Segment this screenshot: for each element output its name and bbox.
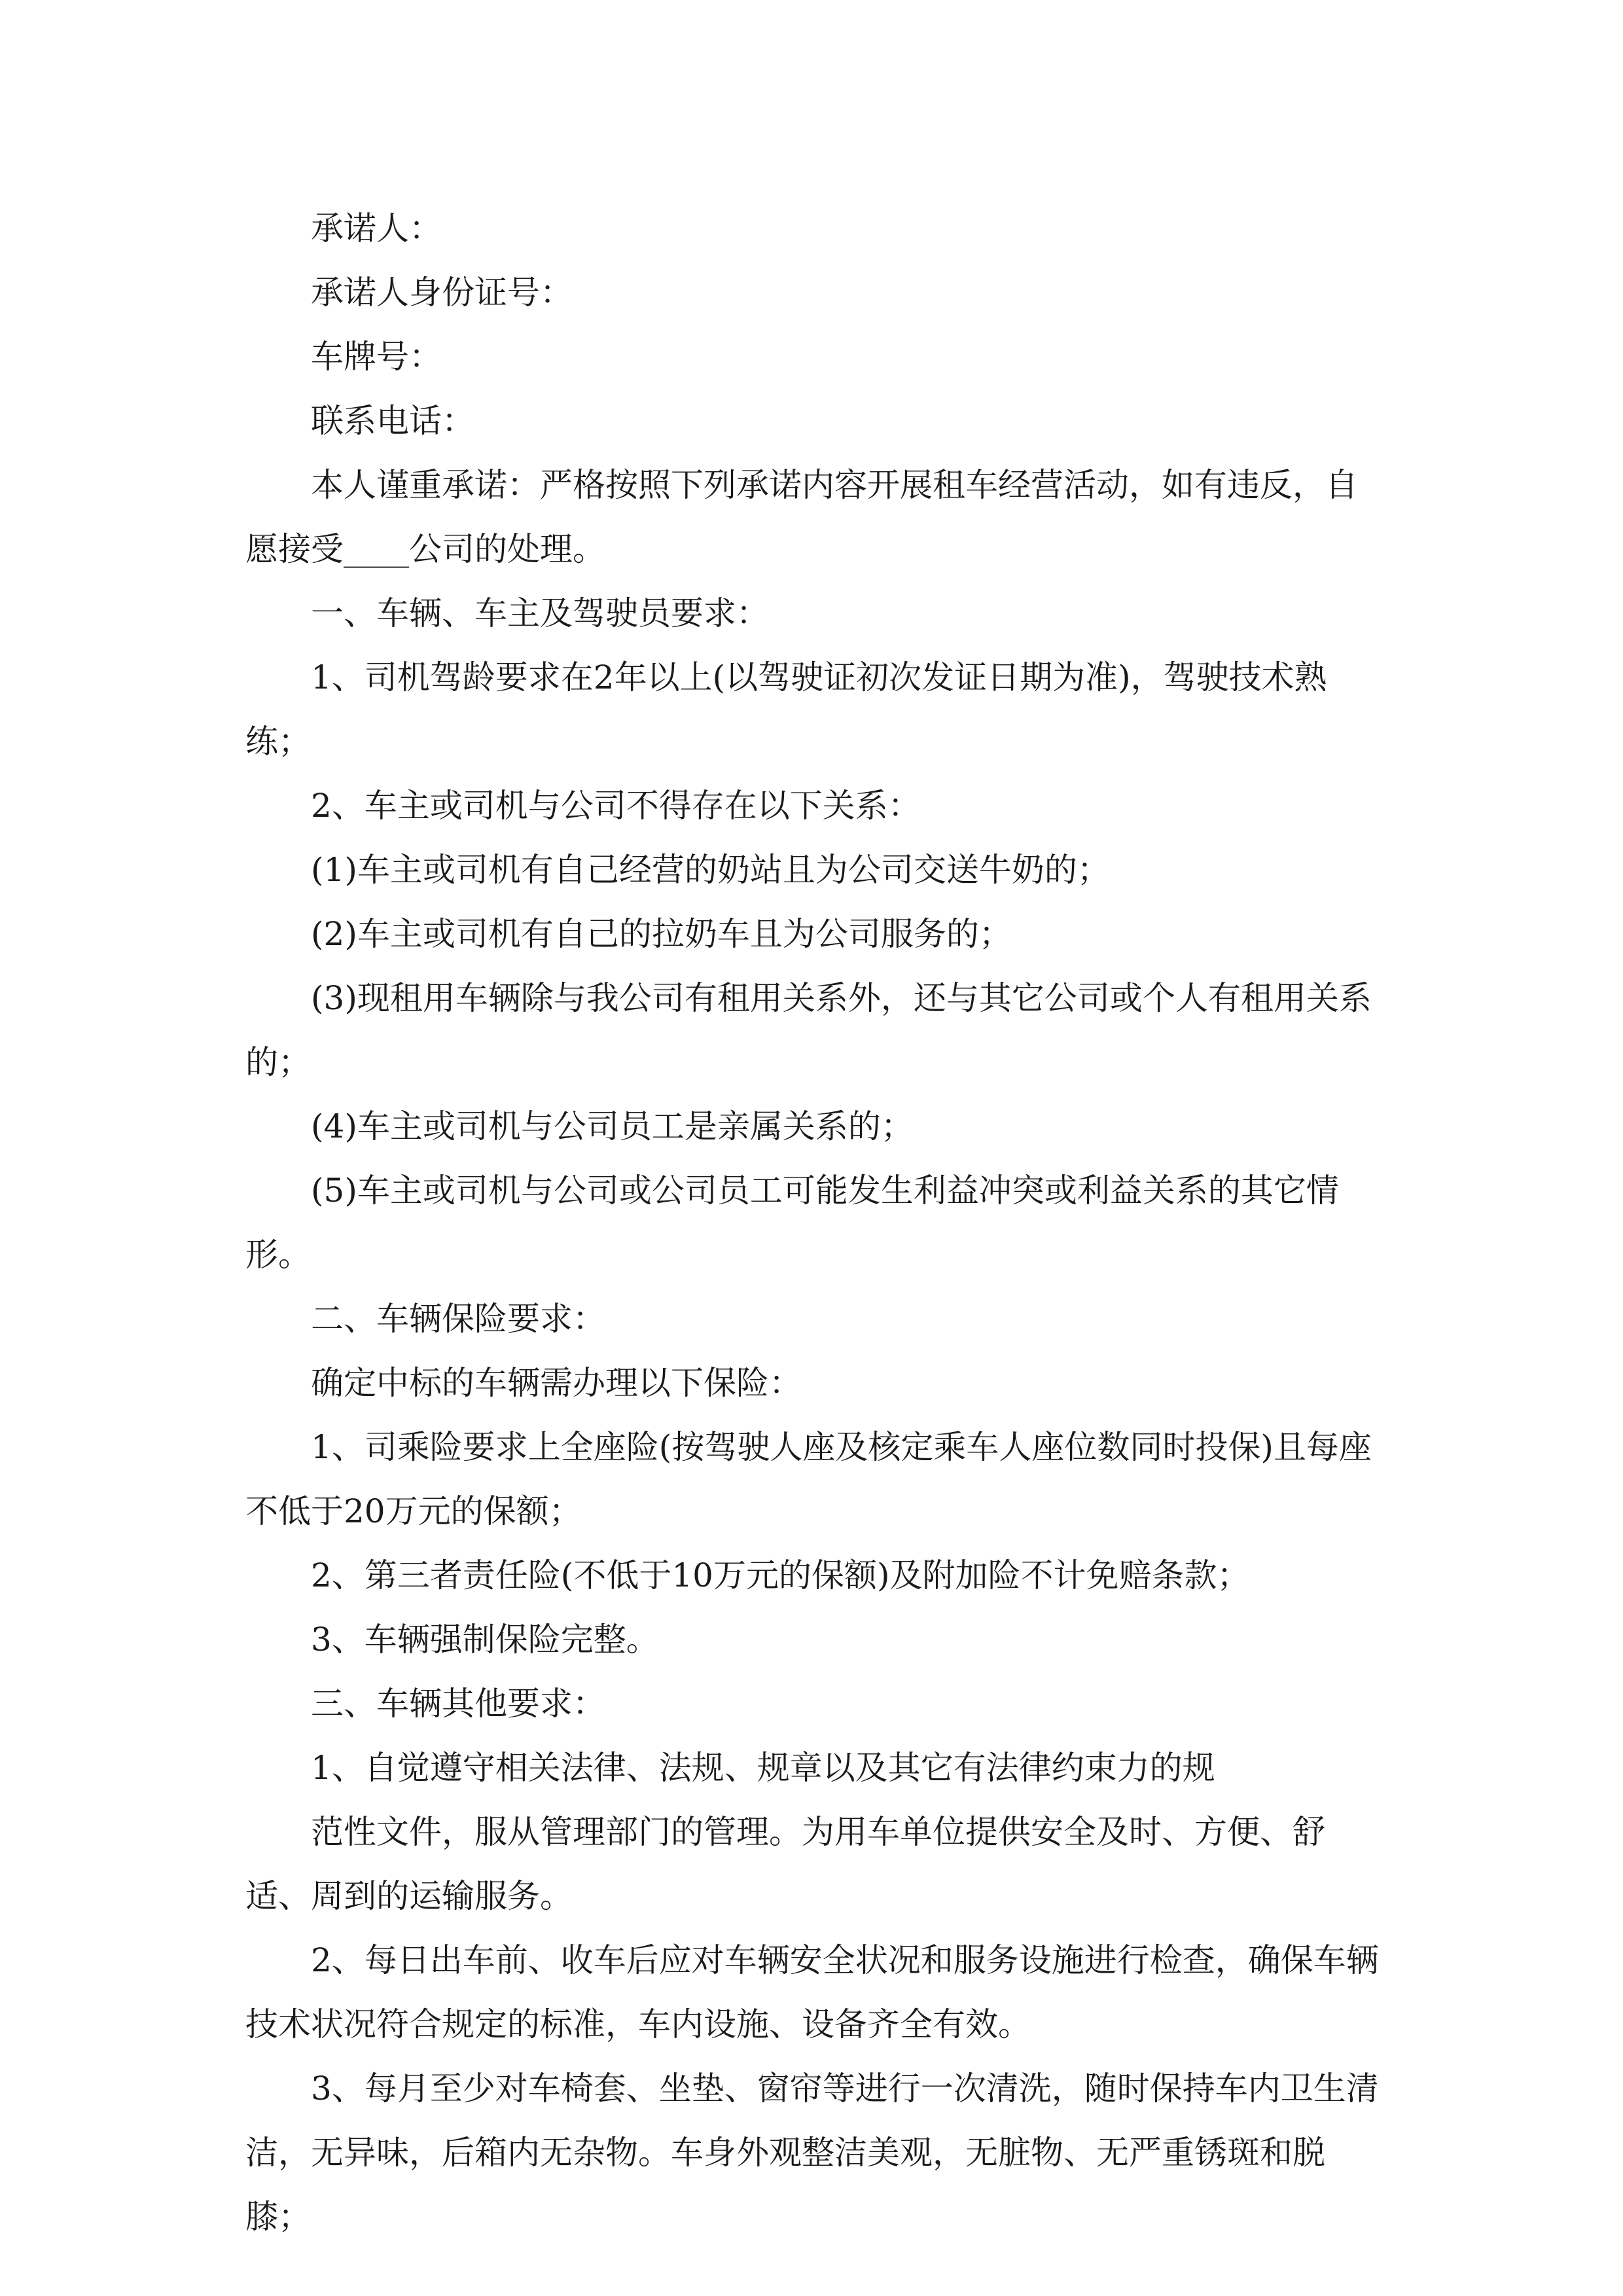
list-item: 1、自觉遵守相关法律、法规、规章以及其它有法律约束力的规 bbox=[311, 1749, 1215, 1787]
section-intro: 确定中标的车辆需办理以下保险： bbox=[311, 1364, 802, 1402]
promisor-id-field: 承诺人身份证号： bbox=[311, 274, 573, 312]
list-item: 2、车主或司机与公司不得存在以下关系： bbox=[311, 787, 921, 825]
list-item: 2、每日出车前、收车后应对车辆安全状况和服务设施进行检查，确保车辆技术状况符合规定的标准，车内设施、设备齐全有效。 bbox=[245, 1941, 1379, 2043]
pledge-statement: 本人谨重承诺：严格按照下列承诺内容开展租车经营活动，如有违反，自愿接受____公司的处理。 bbox=[245, 466, 1358, 568]
sub-list-item: (4)车主或司机与公司员工是亲属关系的； bbox=[311, 1107, 914, 1145]
sub-list-item: (2)车主或司机有自己的拉奶车且为公司服务的； bbox=[311, 915, 1012, 953]
sub-list-item: (1)车主或司机有自己经营的奶站且为公司交送牛奶的； bbox=[311, 851, 1110, 889]
section-heading-1: 一、车辆、车主及驾驶员要求： bbox=[311, 594, 769, 632]
list-item: 1、司机驾龄要求在2年以上(以驾驶证初次发证日期为准)，驾驶技术熟练； bbox=[245, 658, 1327, 761]
list-item: 3、每月至少对车椅套、坐垫、窗帘等进行一次清洗，随时保持车内卫生清洁，无异味，后箱内无杂物。车身外观整洁美观，无脏物、无严重锈斑和脱膝； bbox=[245, 2070, 1379, 2236]
promisor-field: 承诺人： bbox=[311, 209, 442, 247]
list-item: 3、车辆强制保险完整。 bbox=[311, 1621, 659, 1659]
plate-number-field: 车牌号： bbox=[311, 338, 442, 376]
section-heading-3: 三、车辆其他要求： bbox=[311, 1685, 605, 1723]
sub-list-item: (5)车主或司机与公司或公司员工可能发生利益冲突或利益关系的其它情形。 bbox=[245, 1172, 1339, 1274]
list-item: 2、第三者责任险(不低于10万元的保额)及附加险不计免赔条款； bbox=[311, 1556, 1250, 1594]
document-body bbox=[245, 196, 1381, 2249]
sub-list-item: (3)现租用车辆除与我公司有租用关系外，还与其它公司或个人有租用关系的； bbox=[245, 979, 1372, 1081]
list-item: 1、司乘险要求上全座险(按驾驶人座及核定乘车人座位数同时投保)且每座不低于20万元的保额； bbox=[245, 1428, 1372, 1530]
section-heading-2: 二、车辆保险要求： bbox=[311, 1300, 605, 1338]
list-item-continuation: 范性文件，服从管理部门的管理。为用车单位提供安全及时、方便、舒适、周到的运输服务。 bbox=[245, 1813, 1325, 1915]
phone-field: 联系电话： bbox=[311, 402, 474, 440]
